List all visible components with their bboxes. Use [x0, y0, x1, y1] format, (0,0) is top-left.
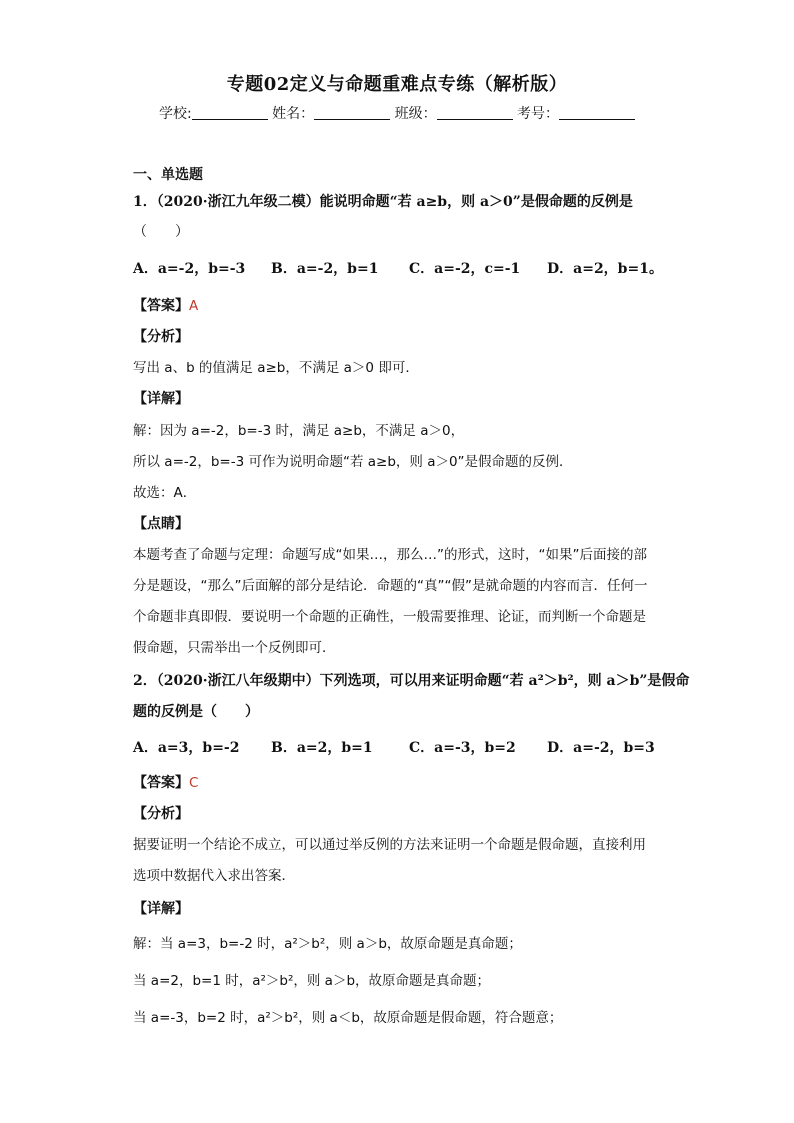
q1-comment-label: 【点睛】	[133, 516, 189, 532]
q1-analysis-label: 【分析】	[133, 329, 189, 345]
number-label: 考号：	[517, 106, 560, 122]
q2-detail-line-3: 当 a=-3，b=2 时，a²＞b²，则 a＜b，故原命题是假命题，符合题意；	[133, 1010, 563, 1026]
q1-options	[133, 260, 663, 278]
class-label: 班级：	[394, 106, 437, 122]
q2-answer-value: C	[189, 775, 199, 791]
q1-comment-line-2: 分是题设，“那么”后面解的部分是结论．命题的“真”“假”是就命题的内容而言．任何一	[133, 578, 648, 594]
q1-analysis-text: 写出 a、b 的值满足 a≥b，不满足 a＞0 即可．	[133, 360, 419, 376]
q1-detail-line-3: 故选：A．	[133, 485, 197, 501]
q2-option-b: B．a=2，b=1	[271, 740, 373, 756]
q2-option-a: A．a=3，b=-2	[133, 740, 240, 756]
school-blank[interactable]	[192, 106, 268, 120]
name-label: 姓名：	[272, 106, 315, 122]
q1-stem: 1．（2020·浙江九年级二模）能说明命题“若 a≥b，则 a＞0”是假命题的反例是	[133, 194, 633, 210]
q2-detail-label: 【详解】	[133, 901, 189, 917]
q1-detail-line-1: 解：因为 a=-2，b=-3 时，满足 a≥b，不满足 a＞0，	[133, 423, 465, 439]
q2-analysis-line-1: 据要证明一个结论不成立，可以通过举反例的方法来证明一个命题是假命题，直接利用	[133, 837, 646, 853]
q1-comment-line-4: 假命题，只需举出一个反例即可．	[133, 640, 336, 656]
q2-option-d: D．a=-2，b=3	[547, 740, 655, 756]
q1-option-b: B．a=-2，b=1	[271, 261, 379, 277]
q2-analysis-line-2: 选项中数据代入求出答案．	[133, 868, 295, 884]
class-blank[interactable]	[437, 106, 513, 120]
document-title: 专题02定义与命题重难点专练（解析版）	[226, 74, 568, 95]
q2-answer-label: 【答案】	[133, 775, 189, 791]
school-label: 学校:	[158, 106, 192, 122]
q2-stem-line-1: 2．（2020·浙江八年级期中）下列选项，可以用来证明命题“若 a²＞b²，则 a＞b”是假命	[133, 673, 690, 689]
q2-option-c: C．a=-3，b=2	[409, 740, 516, 756]
q1-comment-line-3: 个命题非真即假．要说明一个命题的正确性，一般需要推理、论证，而判断一个命题是	[133, 609, 646, 625]
section-title: 一、单选题	[133, 167, 203, 183]
q2-detail-line-2: 当 a=2，b=1 时，a²＞b²，则 a＞b，故原命题是真命题；	[133, 973, 491, 989]
q2-options	[133, 739, 655, 757]
q1-answer-label: 【答案】	[133, 298, 189, 314]
q1-option-a: A．a=-2，b=-3	[133, 261, 246, 277]
student-info-line	[0, 103, 794, 123]
number-blank[interactable]	[559, 106, 635, 120]
q2-detail-line-1: 解：当 a=3，b=-2 时，a²＞b²，则 a＞b，故原命题是真命题；	[133, 936, 522, 952]
q1-answer-value: A	[189, 298, 199, 314]
q1-detail-label: 【详解】	[133, 391, 189, 407]
q1-option-c: C．a=-2，c=-1	[409, 261, 521, 277]
q1-detail-line-2: 所以 a=-2，b=-3 可作为说明命题“若 a≥b，则 a＞0”是假命题的反例．	[133, 454, 573, 470]
q2-answer-line	[133, 774, 198, 792]
q2-stem-line-2: 题的反例是（ ）	[133, 704, 259, 720]
q1-answer-line	[133, 297, 198, 315]
q2-analysis-label: 【分析】	[133, 806, 189, 822]
q1-paren: （ ）	[133, 224, 189, 240]
name-blank[interactable]	[314, 106, 390, 120]
q1-option-d: D．a=2，b=1。	[547, 261, 663, 277]
q1-comment-line-1: 本题考查了命题与定理：命题写成“如果…，那么…”的形式，这时，“如果”后面接的部	[133, 547, 647, 563]
